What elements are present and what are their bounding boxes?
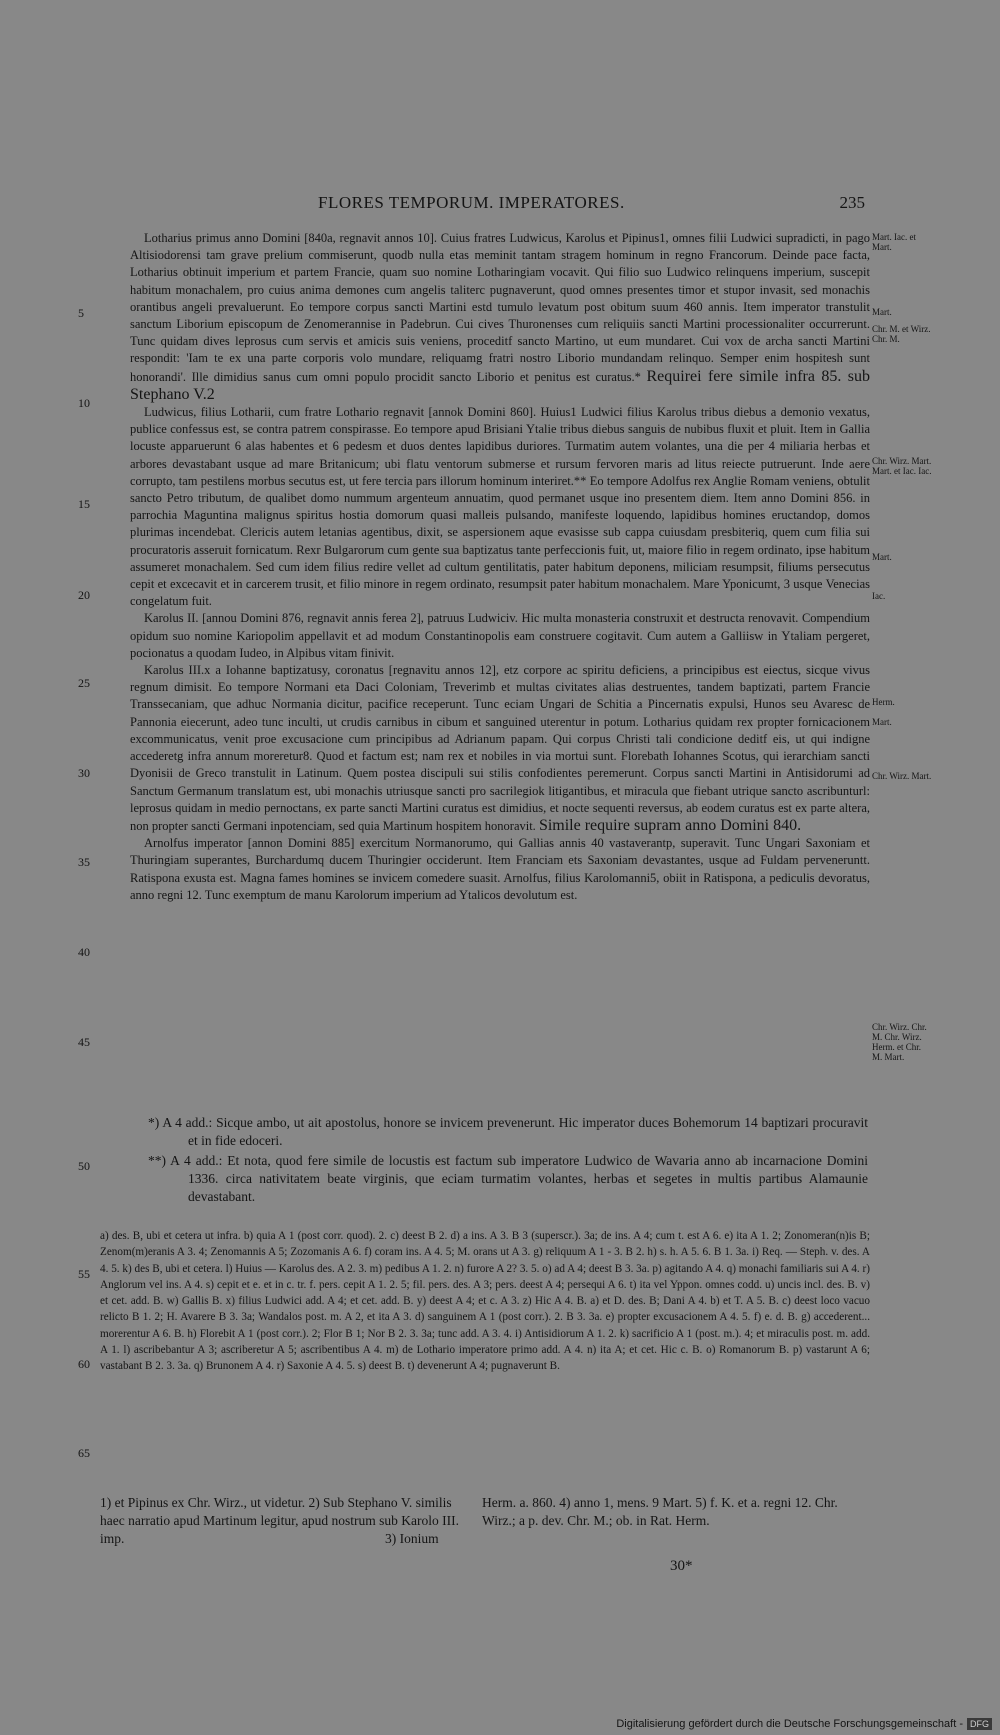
margin-note: Mart. Iac. et Mart. bbox=[872, 232, 916, 252]
paragraph-karolus-iii bbox=[130, 662, 870, 835]
footnote bbox=[148, 1114, 868, 1150]
cross-reference: Requirei fere simile infra 85. sub Stephano V.2 bbox=[130, 367, 871, 403]
margin-note: Mart. bbox=[872, 307, 892, 317]
margin-note: Chr. Wirz. Chr. M. Chr. Wirz. Herm. et Chr. M. Mart. bbox=[872, 1022, 927, 1062]
footnote-text: A 4 add.: Et nota, quod fere simile de locustis est factum sub imperatore Ludwico de Wavaria anno ab incarnacione Domini 1336. circa nativitatem beate virginis, que eciam turmatim volantes, herbas et segetes in multis partibus Alamaunie devastabant. bbox=[170, 1153, 868, 1204]
footnotes bbox=[148, 1114, 868, 1208]
paragraph-text: Arnolfus imperator [annon Domini 885] exercitum Normanorumo, qui Gallias annis 40 vastaverantp, superavit. Tunc Ungari Saxoniam et Thuringiam superantes, Burchardumq ducem Thuringier occiderunt. Item Franciam ets Saxoniam devastantes, usque ad Fuldam perveneruntt. Ratispona exusta est. Magna fames homines se invicem comedere suasit. Arnolfus, filius Karolomanni5, obiit in Ratispona, a pediculis devoratus, anno regni 12. Tunc exemptum de manu Karolorum imperium ad Ytalicos devolutum est. bbox=[130, 836, 870, 902]
paragraph-ludwicus bbox=[130, 404, 870, 610]
critical-apparatus bbox=[100, 1228, 870, 1375]
page-number: 235 bbox=[839, 193, 865, 212]
paragraph-lotharius bbox=[130, 230, 870, 404]
line-number: 40 bbox=[78, 945, 90, 959]
line-number: 50 bbox=[78, 1159, 90, 1173]
footnote bbox=[148, 1152, 868, 1206]
signature-mark: 30* bbox=[670, 1558, 693, 1574]
line-number: 45 bbox=[78, 1035, 90, 1049]
paragraph-text: Karolus II. [annou Domini 876, regnavit annis ferea 2], patruus Ludwiciv. Hic multa monasteria construxit et destructa renovavit. Compendium opidum suo nomine Kariopolim appellavit et ad modum Constantinopolis eam construere cogitavit. Cum autem a Galliisw in Ytaliam pergeret, pocionatus a quodam Iudeo, in Alpibus vitam finivit. bbox=[130, 611, 870, 660]
running-title: FLORES TEMPORUM. IMPERATORES. bbox=[318, 193, 625, 212]
line-number: 35 bbox=[78, 855, 90, 869]
paragraph-text: Karolus III.x a Iohanne baptizatusy, coronatus [regnavitu annos 12], etz corpore ac spiritu deficiens, a principibus est eiectus, sicque vivus regnum dimisit. Eo tempore Normani eta Daci Coloniam, Treverimb et multas civitates alias destruentes, tandem baptizati, partem Francie Transsecaniam, que adhuc Normania dicitur, pacifice receperunt. Tunc eciam Ungari de Schitia a Pincernatis expulsi, Hunos seu Avaresc de Pannonia eiecerunt, adeo tunc inculti, ut crudis carnibus in cibum et sanguined uterentur in potum. Lotharius quidam rex propter fornicacionem excommunicatus, venit proe excusacione cum principibus ad Adrianum papam. Qui corpus Christi tali condicione deditf eis, ut qui indigne accederetg infra annum moreretur8. Quod et factum est; nam rex et nobiles in via mortui sunt. Florebath Iohannes Scotus, qui ierarchiam sancti Dyonisii de Greco transtulit in Latinum. Quem postea discipuli sui stilis confodientes peremerunt. Corpus sancti Martini in Antisidorumi ad Sanctum Germanum translatum est, ubi monachis utriusque sancti pro sacrilegiok litigantibus, et miracula que fiebant utrique sancto ascribunturl: leprosus quidam in medio pernoctans, ex parte sancti Martini curatus est dimidius, et nocte sequenti reversus, ab eodem curatus est ex parte altera, non propter sancti Germani inpotenciam, sed quia Martinum hospitem honoravit. bbox=[130, 663, 870, 833]
main-text bbox=[130, 230, 870, 904]
margin-note: Chr. M. et Wirz. Chr. M. bbox=[872, 324, 931, 344]
line-number: 60 bbox=[78, 1357, 90, 1371]
source-note: 3) Ionium bbox=[385, 1531, 439, 1546]
line-number: 25 bbox=[78, 676, 90, 690]
paragraph-karolus-ii bbox=[130, 610, 870, 662]
cross-reference: Simile require supram anno Domini 840. bbox=[538, 816, 802, 834]
footer-credit: Digitalisierung gefördert durch die Deutsche Forschungsgemeinschaft - bbox=[616, 1718, 963, 1730]
line-number: 20 bbox=[78, 588, 90, 602]
line-number: 30 bbox=[78, 766, 90, 780]
margin-note: Chr. Wirz. Mart. Mart. et Iac. Iac. bbox=[872, 456, 932, 476]
line-number: 65 bbox=[78, 1446, 90, 1460]
paragraph-text: Lotharius primus anno Domini [840a, regnavit annos 10]. Cuius fratres Ludwicus, Karolus et Pipinus1, omnes filii Ludwici supradicti, in pago Altisiodorensi tam grave prelium commiserunt, quodb nulla etas meminit tantam stragem hominum in regno Francorum. Deinde pace facta, Lotharius obtinuit imperium et partem Francie, quam suo nomine Lotharingiam vocavit. Qui filio suo Ludwico relinquens imperium, suscepit habitum monachalem, pro cuius anima demones cum angelis taliterc pugnaverunt, quod omnes presentes timor et stupor invasit, sed monachis orantibus angeli prevaluerunt. Eo tempore corpus sancti Martini estd tumulo levatum post obitum suum 460 annis. Item imperator transtulit sanctum Liborium episcopum de Zenomerannise in Padebrun. Cui cives Thuronenses cum reliquiis sancti Martini processionaliter occurrerunt. Tunc quidam dives leprosus cum servis et amicis suis veniens, proceditf sancto Martino, ut eum mundaret. Cui vox de archa sancti Martini respondit: 'Iam te ex una parte corporis volo mundare, reliquamg fratri nostro Liborio mundandam relinquo. Semper enim hospitesh sunt honorandi'. Ille dimidius sanus cum omni populo procidit sancto Liborio et penitus est curatus.* bbox=[130, 231, 870, 384]
margin-note: Iac. bbox=[872, 591, 886, 601]
margin-note: Chr. Wirz. Mart. bbox=[872, 771, 932, 781]
line-number: 5 bbox=[78, 306, 84, 320]
line-number: 15 bbox=[78, 497, 90, 511]
digitization-footer bbox=[616, 1718, 992, 1730]
line-number: 55 bbox=[78, 1267, 90, 1281]
footnote-text: A 4 add.: Sicque ambo, ut ait apostolus, honore se invicem prevenerunt. Hic imperator duces Bohemorum 14 baptizari procuravit et in fide edoceri. bbox=[162, 1115, 868, 1148]
apparatus-text: a) des. B, ubi et cetera ut infra. b) quia A 1 (post corr. quod). 2. c) deest B 2. d) a ins. A 3. B 3 (superscr.). 3a; de ins. A 4; cum t. est A 6. e) ita A 1. 2; Zonomeran(n)is B; Zenom(m)eranis A 3. 4; Zenomannis A 5; Zozomanis A 6. f) coram ins. A 4. 5; M. orans ut A 3. g) reliquum A 1 - 3. B 2. h) s. h. A 5. 6. B 1. 3a. i) Req. — Steph. v. des. A 4. 5. k) des B, ubi et cetera. l) Huius — Karolus des. A 2. 3. m) pedibus A 1. 2. n) furore A 2? 3. 5. o) ad A 4; deest B 3. 3a. p) agitando A 4. q) monachi familiaris sui A 4. r) Anglorum vel ins. A 4. s) cepit et e. et in c. tr. f. pers. cepit A 1. 2. 5; fil. pers. des. A 3; pers. deest A 4; persequi A 6. t) ita vel Yppon. omnes codd. u) uncis incl. des. B. v) et cet. add. B. w) Gallis B. x) filius Ludwici add. A 4; et cet. add. B. y) deest A 4; et c. A 3. z) Hic A 4. B. a) et D. des. B; Dani A 4. b) et T. A 5. B. c) deest loco vacuo relicto B 1. 2; H. Avarere B 3. 3a; Wandalos post. m. A 2, et ita A 3. d) sanguinem A 1 (post corr.). 2. B 3. 3a. e) propter excusacionem A 4. 5. f) e. d. B. g) accederent... morerentur A 6. B. h) Florebit A 1 (post corr.). 2; Flor B 1; Nor B 2. 3. 3a; tunc add. A 3. 4. i) Antisidiorum A 1. 2. k) sacrificio A 1 (post. m.). 4; et miraculis post. m. add. A 1. l) ascribebantur A 3; ascriberetur A 5; ascribentibus A 4. m) de Lothario imperatore primo add. A 4. n) ita A; et cet. Hic c. B. o) Romanorum B. p) vastarunt A 6; vastabant B 2. 3. 3a. q) Brunonem A 4. r) Saxonie A 4. 5. s) deest B. t) devenerunt A 4; pugnaverunt B. bbox=[100, 1230, 870, 1373]
margin-note: Herm. bbox=[872, 697, 895, 707]
margin-note: Mart. bbox=[872, 717, 892, 727]
page-header bbox=[150, 193, 865, 217]
footnote-marker: *) bbox=[148, 1115, 160, 1130]
paragraph-arnolfus bbox=[130, 835, 870, 904]
dfg-logo: DFG bbox=[967, 1718, 992, 1730]
margin-note: Mart. bbox=[872, 552, 892, 562]
paragraph-text: Ludwicus, filius Lotharii, cum fratre Lothario regnavit [annok Domini 860]. Huius1 Ludwici filius Karolus tribus diebus a demonio vexatus, publice confessus est, se contra patrem conspirasse. Eo tempore apud Brisiani Ytalie tribus diebus sanguis de nubibus fluxit et pluit. Item in Gallia locuste apparuerunt 6 alas habentes et 6 pedesm et duos dentes lapidibus duriores. Turmatim autem volantes, una die per 4 miliaria herbas et arbores devastabant usque ad mare Britanicum; ubi flatu ventorum submerse et rursum fervoren maris ad litus reiecte putruerunt. Inde aere corrupto, tam pestilens morbus secutus est, ut fere tercia pars illorum hominum interiret.** Eo tempore Adolfus rex Anglie Romam veniens, obtulit sancto Petro tributum, de qualibet domo nummum argenteum annuatim, quod permanet usque ino presentem diem. Item anno Domini 856. in parrochia Maguntina malignus spiritus hostia domorum quasi malleis pulsando, manifeste loquendo, lapidibus homines eructandop, domos plurimas incendebat. Clericis autem letanias agentibus, dixit, se aspersionem aque evasisse sub cappa cuiusdam presbiteriq, quem cum filia sui procuratoris asseruit fornicatum. Rexr Bulgarorum cum gente sua baptizatus tante perfeccionis fuit, ut, maiore filio in regem ordinato, ipse habitum assumeret monachalem. Sed cum idem filius redire vellet ad cultum gentilitatis, pater habitum deponens, miliciam resumpsit, filiums persecutus cepit et excecavit et in carcerem trusit, et filio minore in regem ordinato, resumpsit pater habitum monachalem. Mare Yponicumt, 3 usque Venecias congelatum fuit. bbox=[130, 405, 870, 609]
source-note: Herm. a. 860. 4) anno 1, mens. 9 Mart. 5) f. K. et a. regni 12. Chr. Wirz.; a p. dev. Chr. M.; ob. in Rat. Herm. bbox=[482, 1495, 838, 1528]
footnote-marker: **) bbox=[148, 1153, 166, 1168]
line-number: 10 bbox=[78, 396, 90, 410]
source-note: 1) et Pipinus ex Chr. Wirz., ut videtur. 2) Sub Stephano V. similis haec narratio apud Martinum legitur, apud nostrum sub Karolo III. imp. bbox=[100, 1495, 459, 1546]
